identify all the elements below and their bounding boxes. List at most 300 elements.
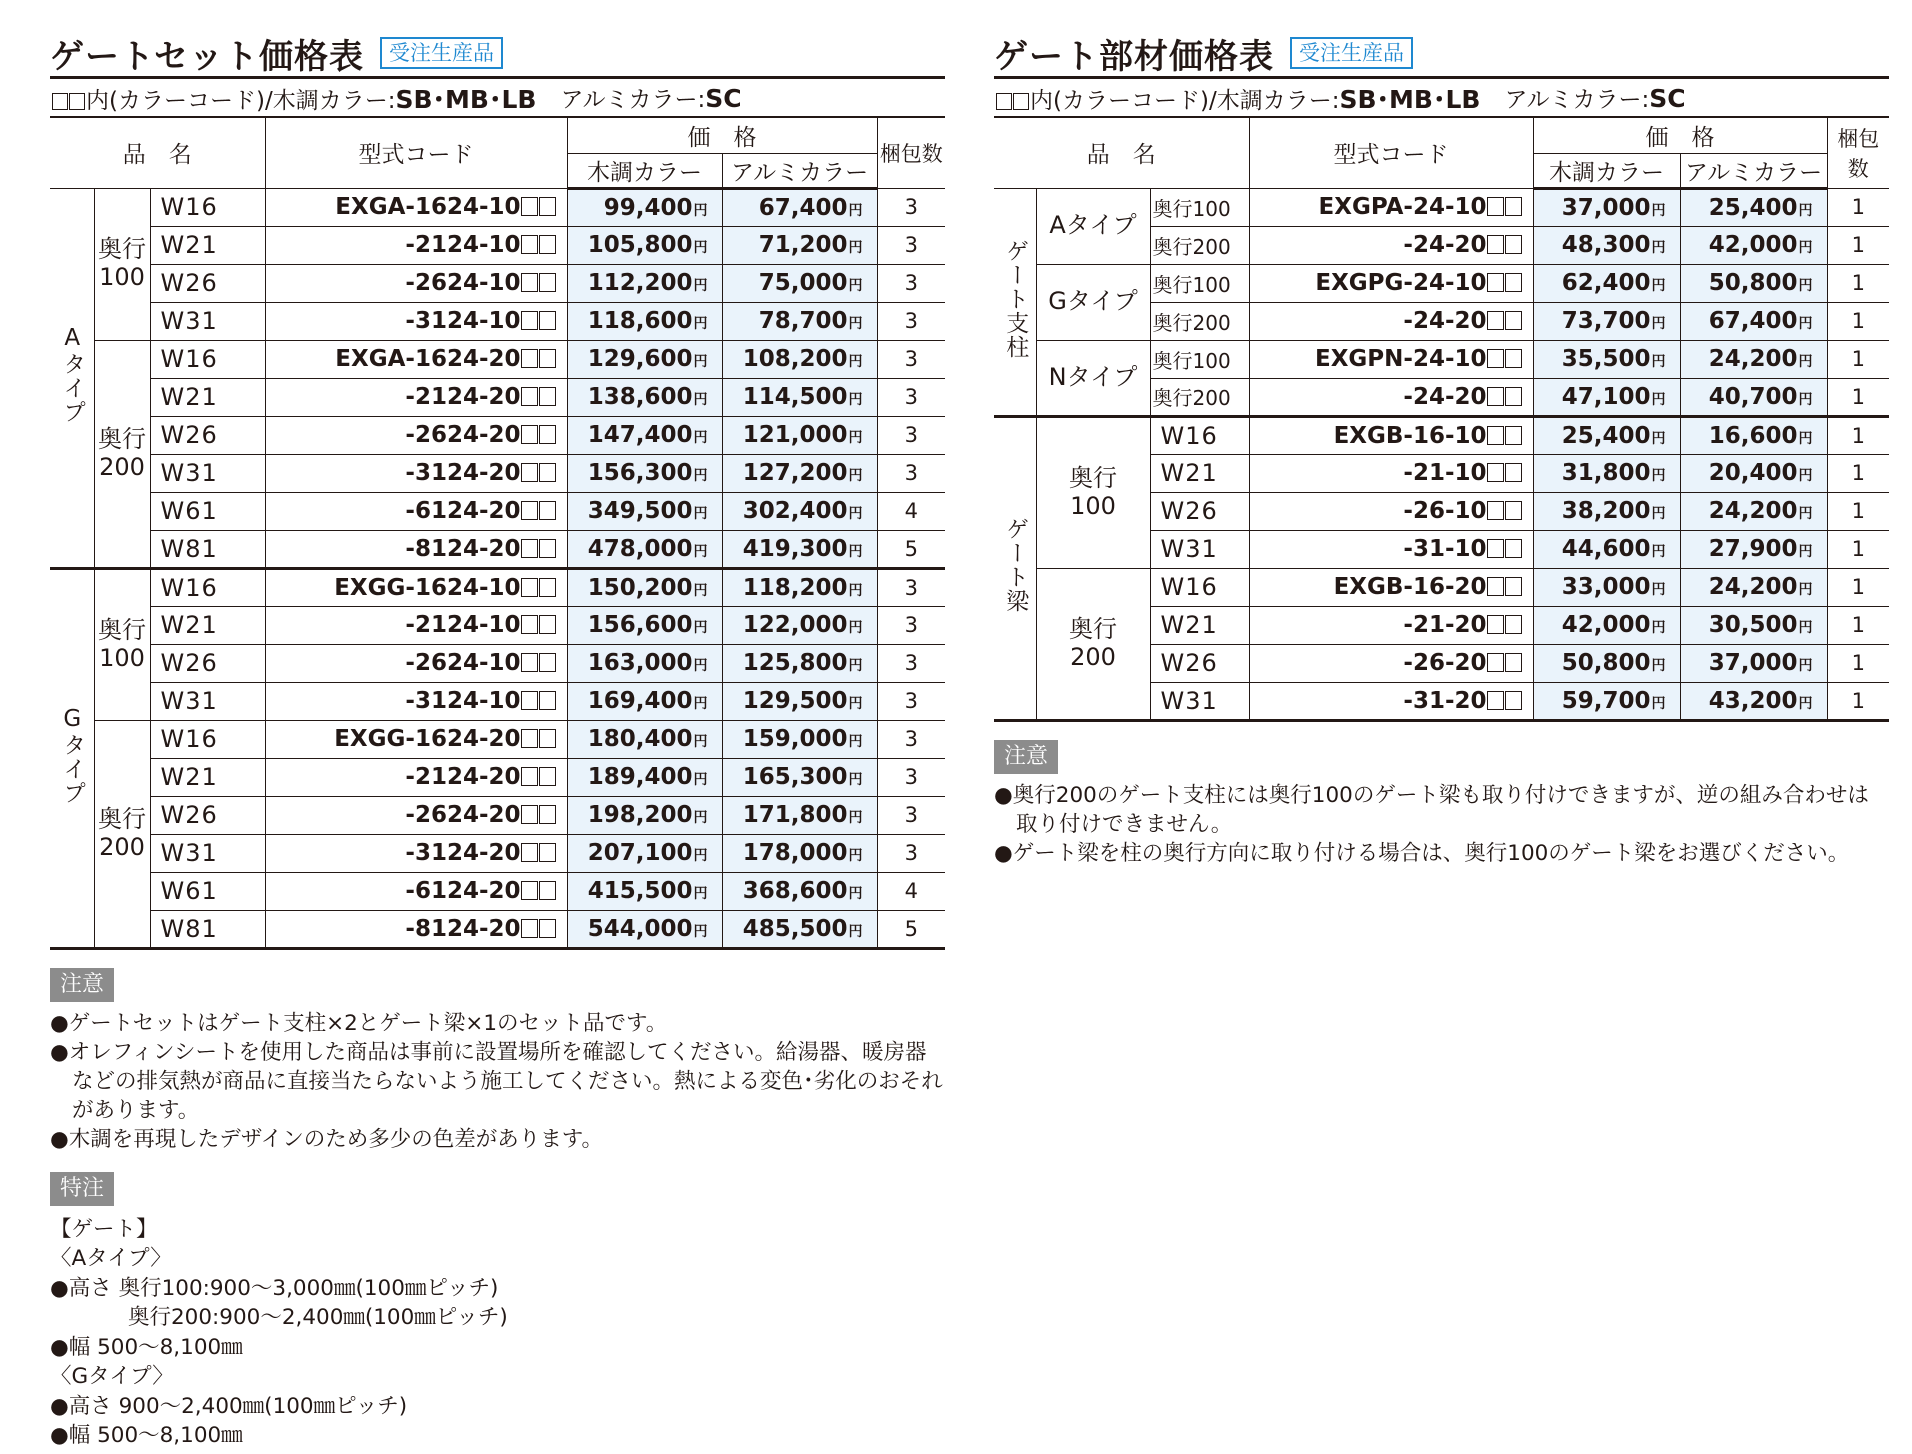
special-gate-heading: 【ゲート】	[50, 1216, 158, 1242]
note-item: ●ゲート梁を柱の奥行方向に取り付ける場合は、奥行100のゲート梁をお選びください。	[994, 840, 1850, 866]
alumi-price-value: 171,800	[742, 802, 848, 828]
type-label: Nタイプ	[1036, 340, 1150, 416]
alumi-price-value: 71,200	[758, 232, 848, 258]
model-code-text: -3124-20	[405, 840, 521, 866]
yen-unit: 円	[848, 886, 863, 902]
yen-unit: 円	[693, 734, 708, 750]
model-code-text: EXGA-1624-20	[335, 346, 521, 372]
width-label: W16	[150, 188, 265, 226]
width-label: W81	[150, 910, 265, 948]
model-code	[1249, 606, 1533, 644]
color-code-box-icon	[521, 463, 538, 482]
color-code-box-icon	[521, 691, 538, 710]
model-code-text: -2624-20	[405, 422, 521, 448]
color-code-box-icon	[539, 653, 556, 672]
section-header	[994, 30, 1889, 76]
alumi-price	[1680, 226, 1827, 264]
table-row	[994, 188, 1889, 226]
color-code-box-icon	[1487, 387, 1504, 406]
alumi-price-value: 16,600	[1708, 422, 1798, 449]
color-code-box-icon	[521, 767, 538, 786]
yen-unit: 円	[1798, 391, 1813, 408]
wood-price-value: 99,400	[603, 194, 693, 221]
alumi-price-value: 78,700	[758, 308, 848, 334]
width-label: W21	[1150, 454, 1249, 492]
yen-unit: 円	[693, 316, 708, 332]
yen-unit: 円	[848, 543, 863, 560]
wood-price	[567, 720, 722, 758]
table-row	[50, 758, 945, 796]
color-code-box-icon	[521, 235, 538, 254]
alumi-price	[722, 720, 877, 758]
gate-set-price-table	[50, 116, 945, 950]
depth-label: 奥行100	[1150, 340, 1249, 378]
wood-price-value: 478,000	[587, 535, 693, 562]
notes-list	[50, 1009, 945, 1154]
table-row	[994, 416, 1889, 454]
header-name: 品 名	[994, 117, 1249, 188]
pack-count: 5	[877, 530, 945, 568]
width-label: W81	[150, 530, 265, 568]
type-label	[50, 568, 94, 948]
alumi-price	[1680, 340, 1827, 378]
depth-label: 奥行200	[1150, 302, 1249, 340]
pack-count: 1	[1827, 606, 1889, 644]
yen-unit: 円	[1651, 695, 1666, 712]
color-code-box-icon	[1487, 273, 1504, 292]
wood-price-value: 150,200	[587, 574, 693, 601]
header-wood-color: 木調カラー	[567, 153, 722, 188]
wood-price-value: 37,000	[1561, 194, 1651, 221]
model-code-text: -21-20	[1403, 612, 1487, 638]
pack-count: 1	[1827, 454, 1889, 492]
wood-price	[567, 454, 722, 492]
alumi-price	[722, 264, 877, 302]
alumi-price	[722, 644, 877, 682]
alumi-price	[1680, 454, 1827, 492]
depth-label	[94, 340, 150, 568]
depth-label	[1036, 568, 1150, 720]
color-code-box-icon	[1487, 426, 1504, 445]
yen-unit: 円	[693, 696, 708, 712]
width-label: W31	[1150, 682, 1249, 720]
pack-count: 1	[1827, 530, 1889, 568]
color-code-box-icon	[539, 425, 556, 444]
width-label: W26	[1150, 644, 1249, 682]
width-label: W61	[150, 492, 265, 530]
wood-price	[567, 568, 722, 606]
alumi-price	[722, 796, 877, 834]
model-code-text: -2624-10	[405, 650, 521, 676]
depth-label-text: 奥行 100	[98, 615, 146, 672]
model-code	[265, 796, 567, 834]
yen-unit: 円	[1798, 620, 1813, 636]
table-row	[50, 834, 945, 872]
pack-count: 1	[1827, 492, 1889, 530]
yen-unit: 円	[693, 430, 708, 446]
table-row	[994, 568, 1889, 606]
table-row	[50, 568, 945, 606]
model-code-text: -2624-10	[405, 270, 521, 296]
pack-count: 3	[877, 834, 945, 872]
width-label: W31	[150, 302, 265, 340]
alumi-price	[722, 454, 877, 492]
table-row	[50, 644, 945, 682]
yen-unit: 円	[848, 278, 863, 294]
special-g-width: ●幅 500～8,100㎜	[50, 1423, 243, 1448]
table-row	[994, 340, 1889, 378]
model-code	[1249, 530, 1533, 568]
wood-price-value: 138,600	[587, 384, 693, 410]
model-code-text: -26-10	[1403, 498, 1487, 524]
color-code-box-icon	[521, 425, 538, 444]
pack-count: 3	[877, 644, 945, 682]
model-code-text: -8124-20	[405, 535, 521, 562]
alumi-price-value: 485,500	[742, 915, 848, 942]
wood-price-value: 207,100	[587, 840, 693, 866]
alumi-price	[722, 530, 877, 568]
table-row	[50, 796, 945, 834]
pack-count: 3	[877, 340, 945, 378]
alumi-price-value: 75,000	[758, 270, 848, 296]
yen-unit: 円	[1798, 278, 1813, 294]
header-pack: 梱包数	[877, 117, 945, 188]
color-code-box-icon	[521, 729, 538, 748]
pack-count: 3	[877, 416, 945, 454]
color-code-box-icon	[521, 578, 538, 597]
wood-price-value: 59,700	[1561, 687, 1651, 714]
pack-count: 1	[1827, 188, 1889, 226]
yen-unit: 円	[848, 734, 863, 750]
wood-price-value: 33,000	[1561, 574, 1651, 600]
alumi-price	[1680, 606, 1827, 644]
wood-price	[567, 188, 722, 226]
yen-unit: 円	[1651, 582, 1666, 598]
model-code-text: -26-20	[1403, 650, 1487, 676]
model-code-text: -21-10	[1403, 460, 1487, 486]
color-code-box-icon	[1505, 501, 1522, 520]
pack-count: 1	[1827, 568, 1889, 606]
wood-price-value: 44,600	[1561, 536, 1651, 562]
alumi-price-value: 67,400	[1708, 308, 1798, 334]
pack-count: 3	[877, 796, 945, 834]
depth-label: 奥行100	[1150, 264, 1249, 302]
wood-price	[1533, 226, 1680, 264]
model-code	[1249, 682, 1533, 720]
wood-price-value: 169,400	[587, 688, 693, 714]
alumi-price	[1680, 682, 1827, 720]
wood-price-value: 62,400	[1561, 270, 1651, 296]
width-label: W26	[1150, 492, 1249, 530]
pack-count: 3	[877, 264, 945, 302]
wood-price	[1533, 644, 1680, 682]
note-item: ●ゲートセットはゲート支柱×2とゲート梁×1のセット品です。	[50, 1010, 668, 1036]
pack-count: 1	[1827, 264, 1889, 302]
gate-parts-price-section	[994, 30, 1889, 868]
yen-unit: 円	[1651, 316, 1666, 332]
color-code-box-icon	[539, 311, 556, 330]
depth-label-text: 奥行 100	[98, 235, 146, 291]
yen-unit: 円	[848, 430, 863, 446]
type-label	[50, 188, 94, 568]
yen-unit: 円	[693, 240, 708, 256]
color-code-box-icon	[539, 539, 556, 558]
wood-price-value: 198,200	[587, 802, 693, 828]
type-label-text: Aタイプ	[59, 325, 86, 424]
width-label: W31	[150, 682, 265, 720]
color-code-box-icon	[69, 93, 85, 110]
depth-label-text: 奥行 200	[98, 804, 146, 861]
wood-price	[1533, 264, 1680, 302]
pack-count: 3	[877, 682, 945, 720]
category-label	[994, 188, 1036, 416]
alumi-price	[722, 416, 877, 454]
alumi-price-value: 178,000	[742, 840, 848, 866]
width-label: W31	[150, 454, 265, 492]
width-label: W21	[150, 378, 265, 416]
model-code	[1249, 454, 1533, 492]
pack-count: 3	[877, 454, 945, 492]
notes-label: 注意	[50, 968, 114, 1002]
model-code	[1249, 378, 1533, 416]
notes-label: 注意	[994, 740, 1058, 774]
table-row	[50, 910, 945, 948]
alumi-price	[1680, 530, 1827, 568]
width-label: W21	[1150, 606, 1249, 644]
pack-count: 1	[1827, 682, 1889, 720]
wood-price	[1533, 416, 1680, 454]
model-code	[265, 454, 567, 492]
alumi-price	[722, 302, 877, 340]
pack-count: 4	[877, 872, 945, 910]
table-row	[994, 264, 1889, 302]
model-code-text: -2124-20	[405, 764, 521, 790]
yen-unit: 円	[1798, 202, 1813, 219]
wood-price-value: 156,300	[587, 460, 693, 486]
wood-price-value: 48,300	[1561, 232, 1651, 258]
wood-price-value: 112,200	[587, 270, 693, 296]
yen-unit: 円	[848, 582, 863, 599]
width-label: W31	[150, 834, 265, 872]
model-code	[265, 758, 567, 796]
table-row	[50, 606, 945, 644]
pack-count: 5	[877, 910, 945, 948]
made-to-order-badge: 受注生産品	[380, 37, 503, 69]
yen-unit: 円	[693, 278, 708, 294]
model-code-text: EXGB-16-20	[1333, 574, 1487, 600]
model-code	[265, 568, 567, 606]
alumi-price	[722, 226, 877, 264]
category-label	[994, 416, 1036, 720]
wood-price	[1533, 378, 1680, 416]
alumi-price-value: 125,800	[742, 650, 848, 676]
wood-price	[1533, 340, 1680, 378]
yen-unit: 円	[848, 810, 863, 826]
model-code-text: -31-10	[1403, 536, 1487, 562]
special-g-height: ●高さ 900～2,400㎜(100㎜ピッチ)	[50, 1393, 408, 1419]
depth-label	[94, 188, 150, 340]
alumi-price	[1680, 264, 1827, 302]
wood-price-value: 118,600	[587, 308, 693, 334]
width-label: W16	[150, 568, 265, 606]
wood-price	[567, 416, 722, 454]
color-code-box-icon	[52, 93, 68, 110]
color-code-line: 内(カラーコード)/木調カラー:SB･MB･LB アルミカラー:SC	[994, 76, 1889, 116]
pack-count: 3	[877, 720, 945, 758]
color-code-box-icon	[539, 805, 556, 824]
yen-unit: 円	[848, 696, 863, 712]
model-code-text: -2124-10	[405, 232, 521, 258]
model-code	[1249, 416, 1533, 454]
wood-price-value: 163,000	[587, 650, 693, 676]
header-name: 品 名	[50, 117, 265, 188]
table-row	[50, 226, 945, 264]
alumi-price	[722, 682, 877, 720]
alumi-price-value: 24,200	[1708, 498, 1798, 524]
yen-unit: 円	[1651, 468, 1666, 484]
alumi-price	[722, 568, 877, 606]
wood-price	[567, 872, 722, 910]
wood-price-value: 50,800	[1561, 650, 1651, 676]
yen-unit: 円	[1798, 468, 1813, 484]
yen-unit: 円	[693, 543, 708, 560]
color-code-box-icon	[1505, 653, 1522, 672]
model-code	[1249, 568, 1533, 606]
alumi-price-value: 24,200	[1708, 346, 1798, 372]
width-label: W26	[150, 264, 265, 302]
color-code-box-icon	[539, 767, 556, 786]
type-label: Gタイプ	[1036, 264, 1150, 340]
table-row	[50, 720, 945, 758]
color-code-box-icon	[521, 615, 538, 634]
wood-price	[567, 302, 722, 340]
color-code-box-icon	[1487, 653, 1504, 672]
model-code-text: -2624-20	[405, 802, 521, 828]
model-code	[265, 416, 567, 454]
wood-price-value: 73,700	[1561, 308, 1651, 334]
model-code	[1249, 302, 1533, 340]
color-code-box-icon	[521, 843, 538, 862]
category-label-text: ゲート梁	[1002, 517, 1029, 613]
yen-unit: 円	[848, 240, 863, 256]
color-code-box-icon	[539, 615, 556, 634]
model-code	[265, 188, 567, 226]
alumi-price-value: 40,700	[1708, 383, 1798, 410]
color-code-box-icon	[521, 501, 538, 520]
model-code	[265, 720, 567, 758]
special-a-width: ●幅 500～8,100㎜	[50, 1334, 243, 1360]
wood-price-value: 189,400	[587, 764, 693, 790]
color-code-box-icon	[1505, 311, 1522, 330]
header-code: 型式コード	[265, 117, 567, 188]
wood-price	[1533, 568, 1680, 606]
gate-set-price-section	[50, 30, 945, 1451]
color-code-box-icon	[521, 881, 538, 900]
pack-count: 3	[877, 378, 945, 416]
wood-price-value: 31,800	[1561, 460, 1651, 486]
model-code-text: -2124-10	[405, 612, 521, 638]
color-code-box-icon	[521, 349, 538, 368]
wood-price-value: 349,500	[587, 498, 693, 524]
color-code-box-icon	[539, 273, 556, 292]
alumi-price-value: 122,000	[742, 612, 848, 638]
model-code	[1249, 340, 1533, 378]
wood-price-value: 180,400	[587, 726, 693, 752]
yen-unit: 円	[1651, 506, 1666, 522]
model-code	[265, 302, 567, 340]
color-code-box-icon	[539, 387, 556, 406]
pack-count: 3	[877, 302, 945, 340]
color-code-box-icon	[521, 919, 538, 938]
color-code-box-icon	[1505, 349, 1522, 368]
special-order-label: 特注	[50, 1172, 114, 1206]
wood-price	[567, 264, 722, 302]
alumi-price-value: 20,400	[1708, 460, 1798, 486]
model-code	[265, 378, 567, 416]
table-row	[50, 340, 945, 378]
width-label: W21	[150, 226, 265, 264]
depth-label-text: 奥行 200	[1069, 614, 1117, 671]
color-code-box-icon	[539, 235, 556, 254]
header-pack: 梱包数	[1827, 117, 1889, 188]
yen-unit: 円	[1651, 202, 1666, 219]
model-code	[265, 226, 567, 264]
alumi-price-value: 302,400	[742, 498, 848, 524]
model-code	[265, 682, 567, 720]
yen-unit: 円	[1651, 658, 1666, 674]
note-item: ●オレフィンシートを使用した商品は事前に設置場所を確認してください。給湯器、暖房器などの排気熱が商品に直接当たらないよう施工してください。熱による変色･劣化のおそれがあります。	[50, 1039, 943, 1123]
yen-unit: 円	[1798, 544, 1813, 560]
color-code-box-icon	[521, 273, 538, 292]
yen-unit: 円	[848, 658, 863, 674]
width-label: W26	[150, 416, 265, 454]
category-label-text: ゲート支柱	[1002, 238, 1029, 359]
yen-unit: 円	[1651, 240, 1666, 256]
type-label: Aタイプ	[1036, 188, 1150, 264]
yen-unit: 円	[1651, 278, 1666, 294]
wood-price	[1533, 454, 1680, 492]
model-code	[1249, 644, 1533, 682]
yen-unit: 円	[1798, 354, 1813, 370]
width-label: W61	[150, 872, 265, 910]
table-row	[50, 530, 945, 568]
color-code-box-icon	[1487, 501, 1504, 520]
yen-unit: 円	[848, 620, 863, 636]
yen-unit: 円	[1651, 544, 1666, 560]
yen-unit: 円	[848, 354, 863, 370]
alumi-price	[1680, 188, 1827, 226]
wood-price	[1533, 302, 1680, 340]
color-code-box-icon	[1505, 691, 1522, 710]
type-label-text: Gタイプ	[59, 705, 86, 805]
color-code-box-icon	[539, 578, 556, 597]
yen-unit: 円	[1798, 316, 1813, 332]
note-item: ●木調を再現したデザインのため多少の色差があります。	[50, 1126, 604, 1152]
color-code-box-icon	[1505, 539, 1522, 558]
model-code	[1249, 492, 1533, 530]
alumi-price	[722, 340, 877, 378]
width-label: W16	[150, 340, 265, 378]
yen-unit: 円	[1651, 391, 1666, 408]
alumi-price	[722, 910, 877, 948]
model-code-text: -3124-10	[405, 308, 521, 334]
yen-unit: 円	[693, 923, 708, 940]
model-code-text: -6124-20	[405, 498, 521, 524]
yen-unit: 円	[848, 772, 863, 788]
pack-count: 1	[1827, 226, 1889, 264]
alumi-price-value: 165,300	[742, 764, 848, 790]
alumi-price-value: 368,600	[742, 878, 848, 904]
